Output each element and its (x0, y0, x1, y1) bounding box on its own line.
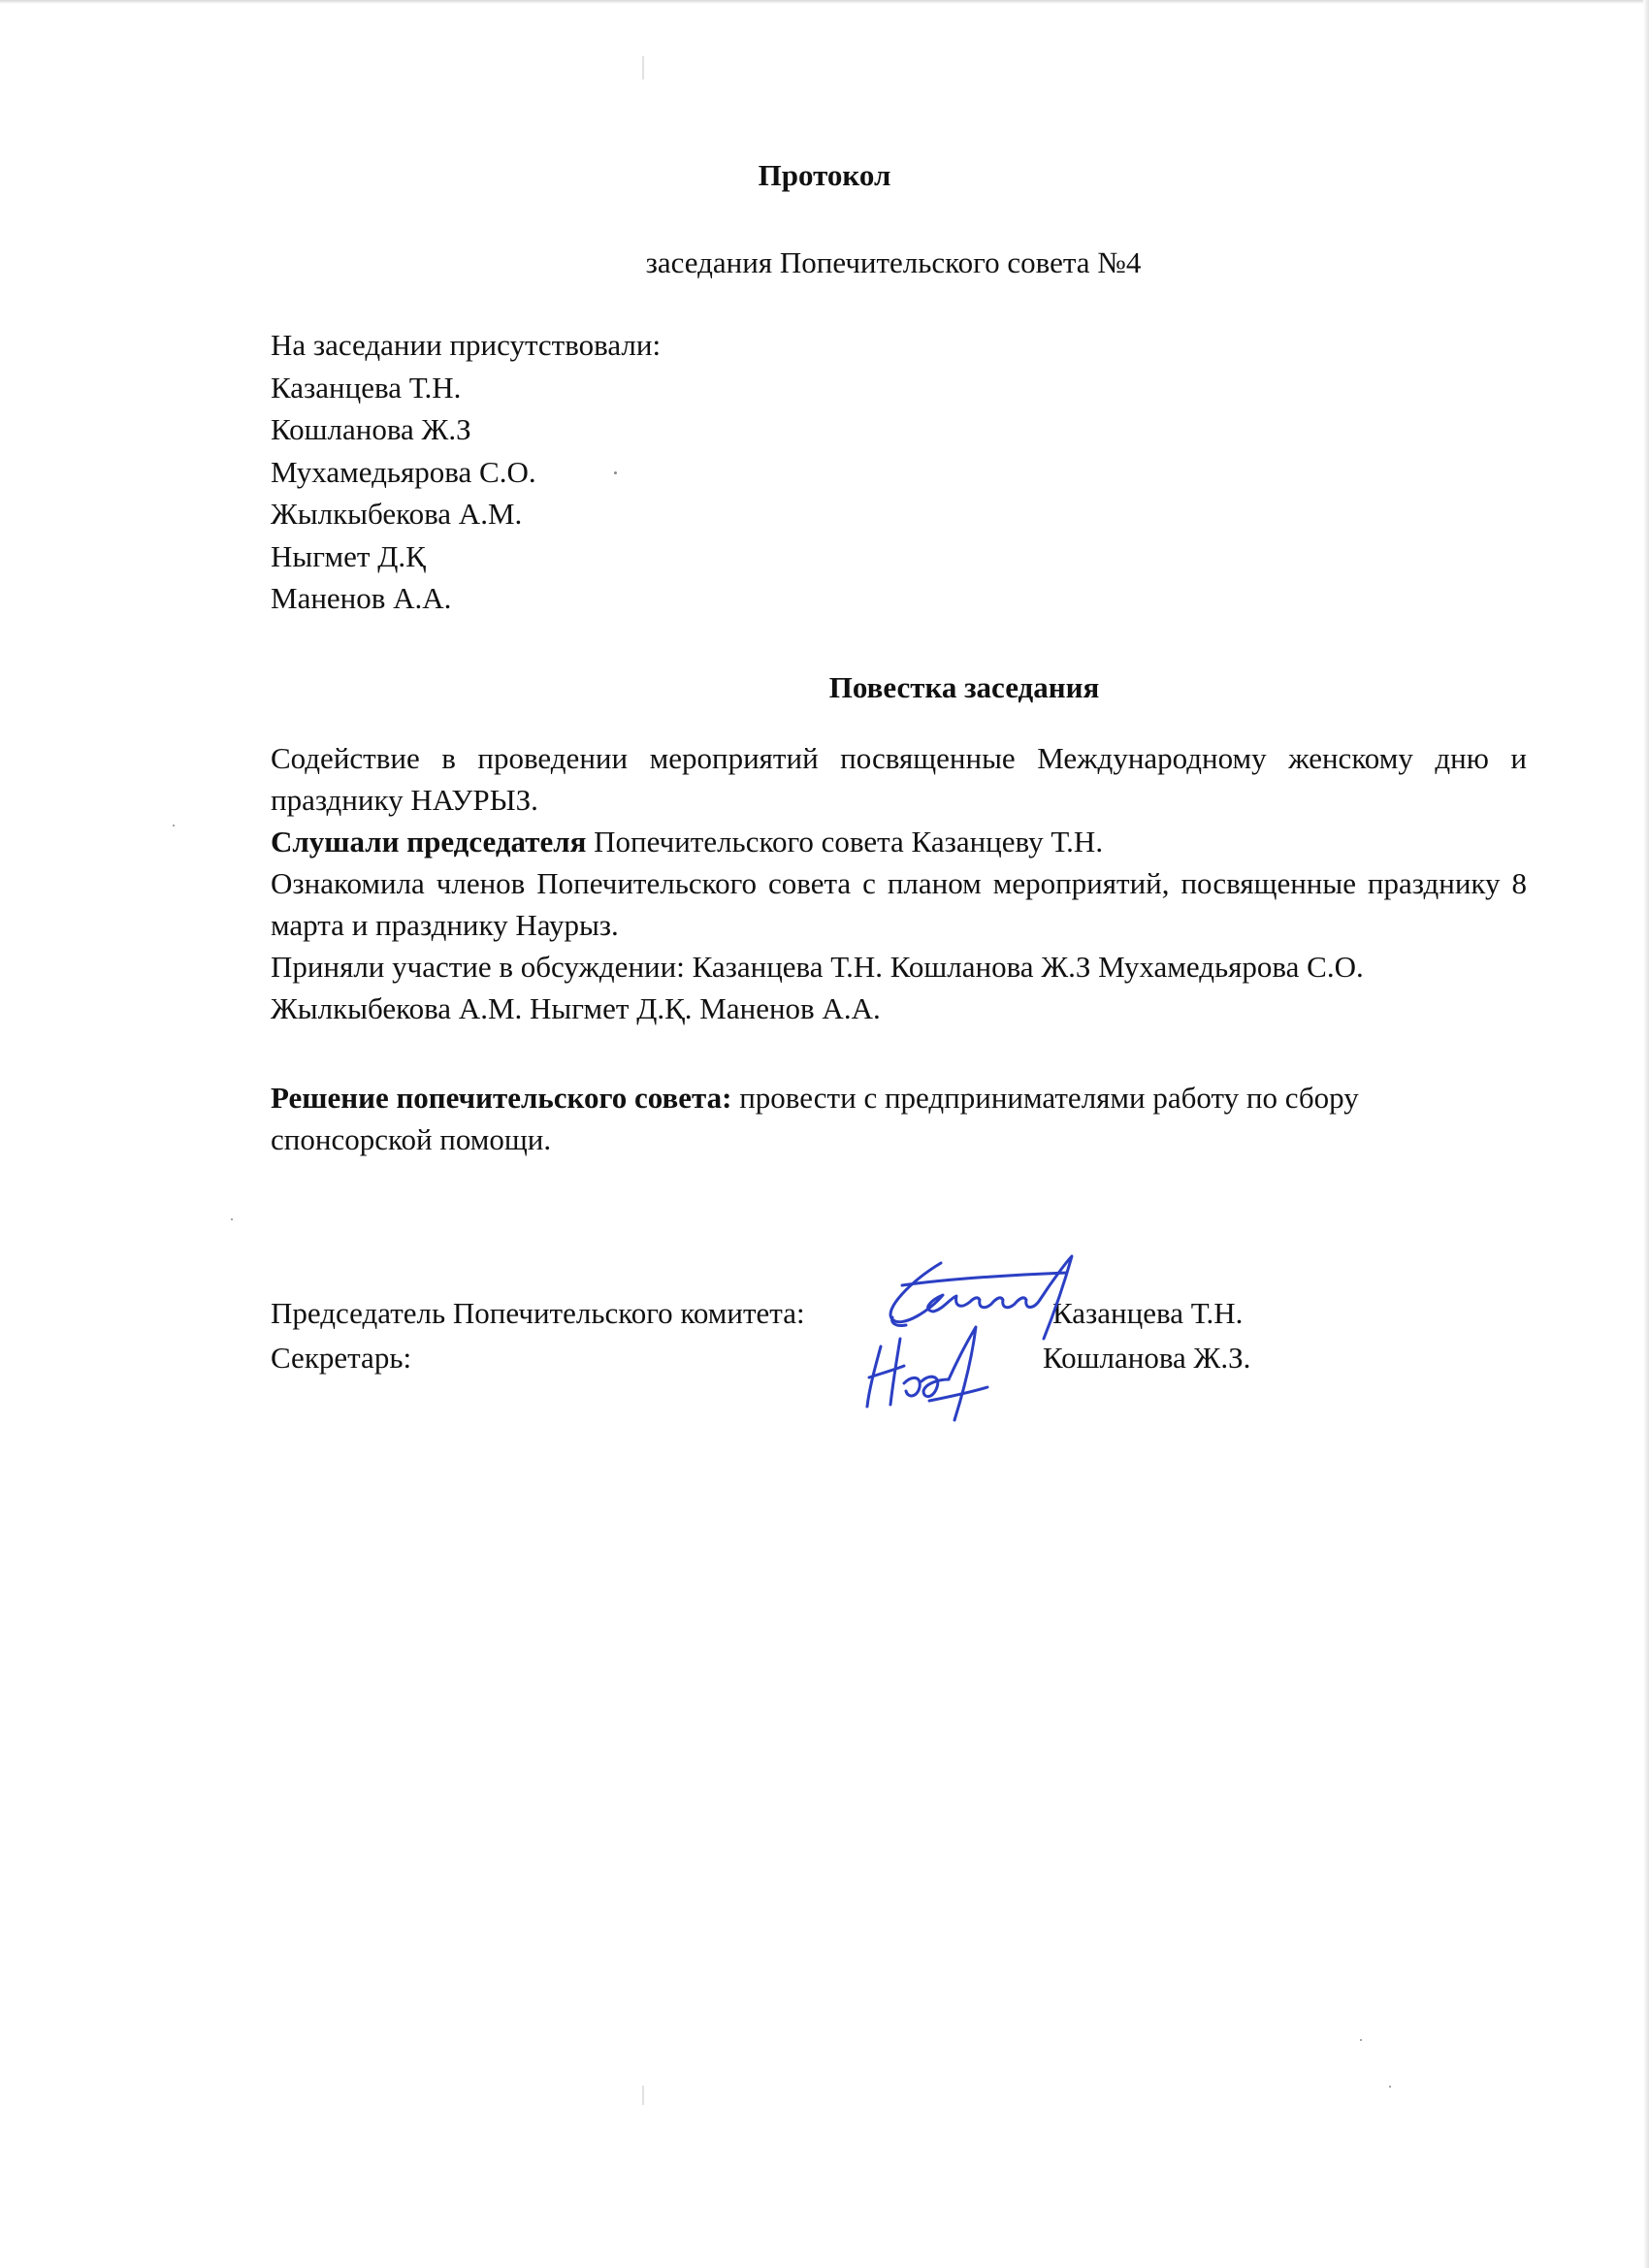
attendees-section (271, 324, 661, 620)
introduced-paragraph: Ознакомила членов Попечительского совета с планом мероприятий, посвященные празднику 8 марта и празднику Наурыз. (271, 866, 1527, 942)
secretary-signature (861, 1319, 1007, 1426)
chairman-role: Председатель Попечительского комитета: (271, 1296, 805, 1330)
listened-paragraph (271, 821, 1527, 862)
chairman-name: Казанцева Т.Н. (1052, 1296, 1244, 1330)
secretary-role: Секретарь: (271, 1341, 412, 1375)
decision-paragraph (271, 1077, 1464, 1160)
attendee-item: Маненов А.А. (271, 581, 452, 615)
decision-label: Решение попечительского совета: (271, 1081, 732, 1115)
scan-edge-top (0, 0, 1649, 4)
scan-fold-mark (642, 2086, 644, 2105)
attendee-item: Жылкыбекова А.М. (271, 497, 523, 531)
document-title: Протокол (758, 158, 891, 192)
agenda-text: Содействие в проведении мероприятий посвященные Международному женскому дню и празднику НАУРЫЗ. (271, 741, 1527, 817)
attendees-heading: На заседании присутствовали: (271, 328, 662, 362)
scan-speck (1389, 2086, 1391, 2088)
attendee-item: Кошланова Ж.З (271, 412, 471, 446)
scan-speck (173, 825, 175, 826)
secretary-name: Кошланова Ж.З. (1043, 1341, 1251, 1375)
scan-edge-right (1643, 0, 1649, 2268)
decision-text: провести с предпринимателями работу по сбору спонсорской помощи. (271, 1081, 1359, 1156)
discussion-paragraph: Приняли участие в обсуждении: Казанцева Т.Н. Кошланова Ж.З Мухамедьярова С.О. Жылкыбекова А.М. Ныгмет Д.Қ. Маненов А.А. (271, 950, 1364, 1025)
listened-label: Слушали председателя (271, 825, 587, 859)
scan-speck (1360, 2039, 1362, 2041)
attendee-item: Мухамедьярова С.О. (271, 454, 536, 489)
scan-speck (231, 1218, 233, 1220)
scan-fold-mark (642, 56, 644, 80)
attendee-item: Казанцева Т.Н. (271, 370, 462, 405)
document-subtitle: заседания Попечительского совета №4 (645, 245, 1142, 279)
agenda-heading: Повестка заседания (828, 670, 1100, 704)
listened-text: Попечительского совета Казанцеву Т.Н. (586, 825, 1104, 859)
attendee-item: Ныгмет Д.Қ (271, 538, 426, 573)
